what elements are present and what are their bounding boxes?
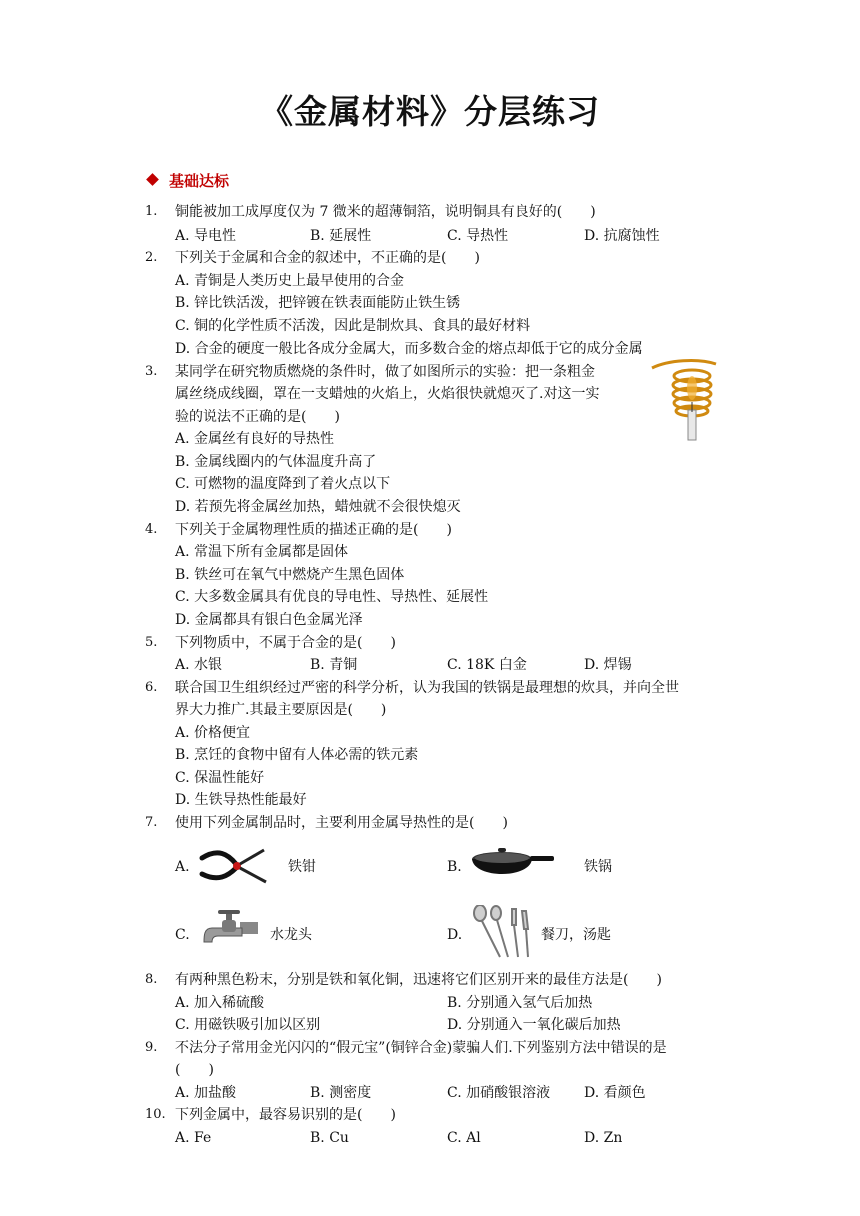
option-c: C. 用磁铁吸引加以区别 — [175, 1017, 321, 1033]
option-b: B. Cu — [310, 1130, 349, 1146]
option-c: C. Al — [447, 1130, 481, 1146]
option-a: A. 青铜是人类历史上最早使用的合金 — [175, 273, 405, 289]
question-number: 6. — [145, 680, 158, 695]
option-a: A. — [175, 859, 190, 875]
option-b: B. 金属线圈内的气体温度升高了 — [175, 454, 377, 470]
option-d: D. Zn — [584, 1130, 623, 1146]
option-b-label: 铁锅 — [584, 859, 612, 875]
question-text: 铜能被加工成厚度仅为 7 微米的超薄铜箔，说明铜具有良好的( ) — [175, 204, 596, 220]
question-text: 属丝绕成线圈，罩在一支蜡烛的火焰上，火焰很快就熄灭了.对这一实 — [175, 386, 600, 402]
wok-icon — [468, 845, 556, 889]
option-a-label: 铁钳 — [288, 859, 316, 875]
question-number: 9. — [145, 1040, 158, 1055]
option-d: D. 合金的硬度一般比各成分金属大，而多数合金的熔点却低于它的成分金属 — [175, 341, 643, 357]
coil-over-candle-icon — [648, 358, 720, 448]
option-b: B. 延展性 — [310, 228, 372, 244]
option-d: D. 抗腐蚀性 — [584, 228, 660, 244]
option-d: D. 金属都具有银白色金属光泽 — [175, 612, 363, 628]
question-number: 7. — [145, 815, 158, 830]
option-a: A. Fe — [175, 1130, 212, 1146]
option-a: A. 导电性 — [175, 228, 237, 244]
option-b: B. — [447, 859, 462, 875]
option-b: B. 铁丝可在氧气中燃烧产生黑色固体 — [175, 567, 405, 583]
option-a: A. 价格便宜 — [175, 725, 251, 741]
option-d: D. 若预先将金属丝加热，蜡烛就不会很快熄灭 — [175, 499, 461, 515]
option-d-label: 餐刀，汤匙 — [541, 927, 611, 943]
question-number: 10. — [145, 1107, 166, 1122]
option-d: D. 分别通入一氧化碳后加热 — [447, 1017, 621, 1033]
question-text: 下列物质中，不属于合金的是( ) — [175, 635, 396, 651]
question-text: 下列关于金属和合金的叙述中，不正确的是( ) — [175, 250, 480, 266]
option-b: B. 锌比铁活泼，把锌镀在铁表面能防止铁生锈 — [175, 295, 461, 311]
question-text: ( ) — [175, 1062, 214, 1078]
question-number: 5. — [145, 635, 158, 650]
option-a: A. 加入稀硫酸 — [175, 995, 265, 1011]
option-c: C. 铜的化学性质不活泼，因此是制炊具、食具的最好材料 — [175, 318, 531, 334]
option-c: C. 保温性能好 — [175, 770, 265, 786]
question-text: 下列关于金属物理性质的描述正确的是( ) — [175, 522, 452, 538]
section-heading: 基础达标 — [148, 170, 229, 191]
option-c: C. 18K 白金 — [447, 657, 527, 673]
option-a: A. 常温下所有金属都是固体 — [175, 544, 349, 560]
question-number: 1. — [145, 204, 158, 219]
diamond-bullet-icon — [146, 173, 159, 186]
option-c-label: 水龙头 — [270, 927, 312, 943]
question-number: 8. — [145, 972, 158, 987]
option-c: C. 加硝酸银溶液 — [447, 1085, 551, 1101]
option-c: C. 导热性 — [447, 228, 509, 244]
pliers-icon — [198, 842, 270, 890]
cutlery-icon — [470, 905, 532, 961]
option-d: D. 生铁导热性能最好 — [175, 792, 307, 808]
question-text: 联合国卫生组织经过严密的科学分析，认为我国的铁锅是最理想的炊具，并向全世 — [175, 680, 679, 696]
question-text: 某同学在研究物质燃烧的条件时，做了如图所示的实验：把一条粗金 — [175, 364, 595, 380]
question-text: 使用下列金属制品时，主要利用金属导热性的是( ) — [175, 815, 508, 831]
option-b: B. 测密度 — [310, 1085, 372, 1101]
question-number: 3. — [145, 364, 158, 379]
option-b: B. 青铜 — [310, 657, 358, 673]
question-number: 4. — [145, 522, 158, 537]
question-text: 下列金属中，最容易识别的是( ) — [175, 1107, 396, 1123]
page-title: 《金属材料》分层练习 — [260, 92, 600, 131]
question-text: 不法分子常用金光闪闪的“假元宝”(铜锌合金)蒙骗人们.下列鉴别方法中错误的是 — [175, 1040, 667, 1056]
question-text: 验的说法不正确的是( ) — [175, 409, 340, 425]
option-a: A. 水银 — [175, 657, 223, 673]
option-a: A. 金属丝有良好的导热性 — [175, 431, 335, 447]
option-a: A. 加盐酸 — [175, 1085, 237, 1101]
option-c: C. 可燃物的温度降到了着火点以下 — [175, 476, 391, 492]
question-text: 有两种黑色粉末，分别是铁和氧化铜，迅速将它们区别开来的最佳方法是( ) — [175, 972, 662, 988]
option-c: C. 大多数金属具有优良的导电性、导热性、延展性 — [175, 589, 489, 605]
option-d: D. 焊锡 — [584, 657, 632, 673]
option-b: B. 烹饪的食物中留有人体必需的铁元素 — [175, 747, 419, 763]
faucet-icon — [200, 908, 260, 956]
option-d: D. 看颜色 — [584, 1085, 646, 1101]
question-number: 2. — [145, 250, 158, 265]
option-c: C. — [175, 927, 190, 943]
question-text: 界大力推广.其最主要原因是( ) — [175, 702, 387, 718]
option-d: D. — [447, 927, 463, 943]
option-b: B. 分别通入氢气后加热 — [447, 995, 593, 1011]
